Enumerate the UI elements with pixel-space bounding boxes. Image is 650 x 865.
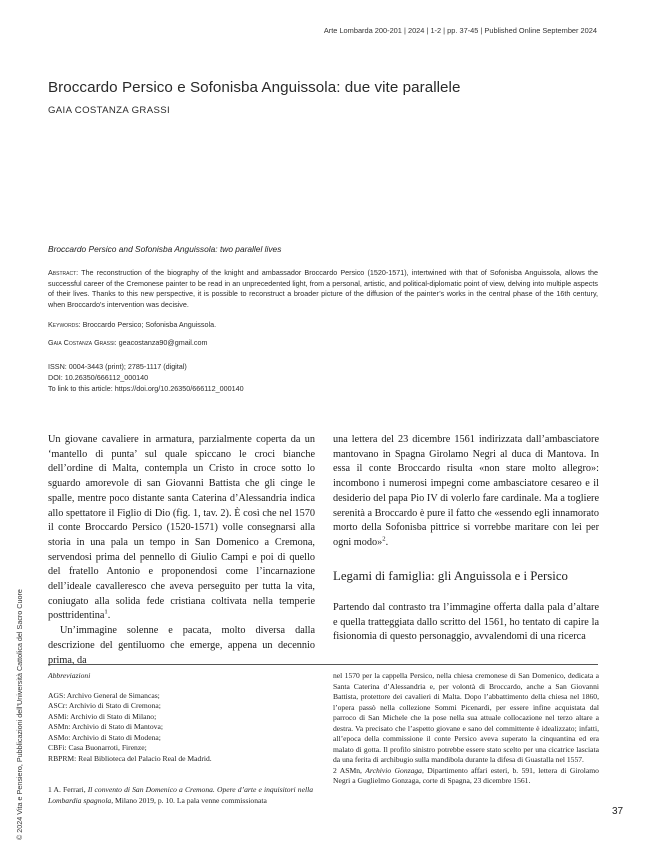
abbreviation-item: ASMi: Archivio di Stato di Milano; — [48, 711, 157, 721]
abbreviations-block — [48, 671, 313, 764]
body-column-right-2 — [333, 601, 599, 645]
abbreviation-item: ASMo: Archivio di Stato di Modena; — [48, 732, 161, 742]
abbreviation-item: AGS: Archivo General de Simancas; — [48, 690, 160, 700]
footnote-text: 2 ASMn, — [333, 765, 366, 775]
issn: ISSN: 0004-3443 (print); 2785-1117 (digital) — [48, 362, 187, 371]
footnote-2 — [333, 766, 599, 787]
side-copyright: © 2024 Vita e Pensiero, Pubblicazioni dell’Università Cattolica del Sacro Cuore — [15, 589, 24, 840]
abbreviation-item: CBFi: Casa Buonarroti, Firenze; — [48, 743, 147, 752]
footnote-1 — [48, 785, 313, 806]
body-paragraph: Un’immagine solenne e pacata, molto diversa dalla descrizione del gentiluomo che emerge, appena un decennio prima, da — [48, 625, 315, 666]
english-title: Broccardo Persico and Sofonisba Anguissola: two parallel lives — [48, 244, 282, 254]
keywords — [48, 320, 216, 331]
body-text: Un giovane cavaliere in armatura, parzialmente coperta da un ‘mantello di punta’ sul quale spiccano le croci bianche dell’ordine di Malta, contempla un Cristo in croce sotto lo sguardo amorevole di san Giovanni Battista che gli cinge le spalle, mentre poco distante santa Caterina d’Alessandria indica allo spettatore il Figlio di Dio (fig. 1, tav. 2). È così che nel 1570 il conte Broccardo Persico (1520-1571) volle consegnarsi alla storia in una pala un tempo in San Domenico a Cremona, servendosi prima del pennello di Giulio Campi e poi di quello del fratello Antonio e proponendosi come l’incarnazione dell’ideale cavalleresco che aveva perseguito per tutta la vita, coniugato alla solida fede cristiana coltivata nella temperie posttridentina — [48, 434, 315, 622]
body-paragraph: una lettera del 23 dicembre 1561 indirizzata dall’ambasciatore mantovano in Spagna Girolamo Negri al duca di Mantova. In essa il conte Broccardo risulta «non stare molto allegro»: incombono i numerosi impegni come ambasciatore cesareo e il desiderio del papa Pio IV di volerlo fare cardinale. Ma a togliere serenità a Broccardo è pure il fatto che «essendo egli innamorato morto della Sofonisba pittrice si vorrebbe maritare con lei per ogni modo»$^2$. — [333, 434, 599, 548]
footnote-ref-1[interactable]: 1 — [104, 609, 108, 617]
body-column-left — [48, 433, 315, 668]
running-header: Arte Lombarda 200-201 | 2024 | 1-2 | pp. 37-45 | Published Online September 2024 — [323, 26, 597, 35]
abbreviations-heading: Abbreviazioni — [48, 671, 91, 680]
article-author: GAIA COSTANZA GRASSI — [48, 105, 170, 116]
footnote-text: , Milano 2019, p. 10. La pala venne commissionata — [111, 795, 267, 805]
journal-name: Arte Lombarda 200-201 — [323, 26, 402, 35]
section-heading: Legami di famiglia: gli Anguissola e i Persico — [333, 569, 568, 583]
body-paragraph: Partendo dal contrasto tra l’immagine offerta dalla pala d’altare e quella tratteggiata dallo scritto del 1561, ho tentato di capire la fisionomia di questo personaggio, avvalendomi di una ricerca — [333, 602, 599, 643]
abbreviation-item: ASCr: Archivio di Stato di Cremona; — [48, 701, 161, 710]
abstract-text: The reconstruction of the biography of the knight and ambassador Broccardo Persico (1520-1571), intertwined with that of Sofonisba Anguissola, allows the successful career of the Cremonese painter to be read in an unprecedented light, from a personal, artistic, and political-diplomatic point of view, delving into multiple aspects of their lives. Thanks to this new perspective, it is possible to reconstruct a broader picture of the diffusion of the painter’s works in the central phase of the 16th century, when Broccardo’s intervention was decisive. — [48, 268, 599, 309]
footnote-title: Archivio Gonzaga — [365, 765, 422, 775]
footnote-divider — [48, 664, 598, 665]
abbreviation-item: ASMn: Archivio di Stato di Mantova; — [48, 722, 163, 731]
footnote-text: 1 A. Ferrari, — [48, 785, 88, 794]
abbreviation-item: RBPRM: Real Biblioteca del Palacio Real de Madrid. — [48, 753, 212, 763]
journal-issue: 1-2 — [430, 26, 442, 35]
footnote-text: , Dipartimento affari esteri, b. 591, lettera di Girolamo Negri a Guglielmo Gonzaga, corte di Spagna, 23 dicembre 1561. — [333, 765, 599, 785]
body-column-right — [333, 433, 599, 551]
contact-name: Gaia Costanza Grassi: — [48, 338, 117, 347]
article-title: Broccardo Persico e Sofonisba Anguissola: due vite parallele — [48, 79, 461, 96]
keywords-label: Keywords: — [48, 320, 81, 329]
journal-year: 2024 — [407, 26, 425, 35]
keywords-text: Broccardo Persico; Sofonisba Anguissola. — [82, 320, 217, 329]
page-range: pp. 37-45 — [447, 26, 479, 35]
footnote-continuation — [333, 671, 599, 787]
footnote-1-continued: nel 1570 per la cappella Persico, nella chiesa cremonese di San Domenico, dedicata a Santa Caterina d’Alessandria e, per volontà di Broccardo, anche a San Giovanni Battista, protettore dei cavalieri di Malta. Dopo l’abbattimento della chiesa nel 1860, l’opera passò nella collezione Sommi Picenardi, per essere infine acquistata dal parroco di San Michele che la pose nella sua attuale collocazione nel terzo altare a destra. Va precisato che l’aspetto giovane e sano del committente è idealizzato; infatti, all’epoca della commissione il conte Persico aveva superato la cinquantina ed era malato di gotta. Il profilo sinistro potrebbe essere stato scelto per una cicatrice lasciata da una ferita di archibugio sulla mandibola durante la difesa di Guastalla nel 1557. — [333, 671, 599, 764]
footnote-ref-2[interactable]: 2 — [382, 535, 386, 543]
footnote-title: Il convento di San Domenico a Cremona. Opere d’arte e inquisitori nella Lombardia spagnola — [48, 785, 313, 805]
body-paragraph: Un giovane cavaliere in armatura, parzialmente coperta da un ‘mantello di punta’ sul quale spiccano le croci bianche dell’ordine di Malta, contempla un Cristo in croce sotto lo sguardo amorevole di san Giovanni Battista che gli cinge le spalle, mentre poco distante santa Caterina d’Alessandria indica allo spettatore il Figlio di Dio (fig. 1, tav. 2). È così che nel 1570 il conte Broccardo Persico (1520-1571) volle consegnarsi alla storia in una pala un tempo in San Domenico a Cremona, servendosi prima del pennello di Giulio Campi e poi di quello del fratello Antonio e proponendosi come l’incarnazione dell’ideale cavalleresco che aveva perseguito per tutta la vita, coniugato alla solida fede cristiana coltivata nella temperie posttridentina$^1$. — [48, 434, 315, 622]
publication-date: Published Online September 2024 — [484, 26, 597, 35]
body-text: una lettera del 23 dicembre 1561 indirizzata dall’ambasciatore mantovano in Spagna Girolamo Negri al duca di Mantova. In essa il conte Broccardo risulta «non stare molto allegro»: incombono i numerosi impegni come ambasciatore cesareo e il desiderio del papa Pio IV di volerlo fare cardinale. Ma a togliere serenità a Broccardo è pure il fatto che «essendo egli innamorato morto della Sofonisba pittrice si vorrebbe maritare con lei per ogni modo» — [333, 434, 599, 548]
page-number: 37 — [612, 806, 624, 817]
abstract-label: Abstract: — [48, 268, 79, 277]
contact-email-link[interactable]: geacostanza90@gmail.com — [118, 338, 208, 347]
author-contact — [48, 338, 207, 349]
doi: DOI: 10.26350/666112_000140 — [48, 373, 149, 382]
doi-link[interactable]: To link to this article: https://doi.org/10.26350/666112_000140 — [48, 384, 244, 393]
abstract — [48, 268, 598, 310]
